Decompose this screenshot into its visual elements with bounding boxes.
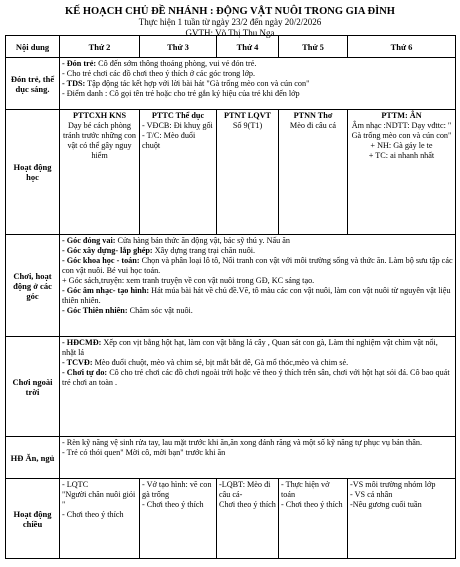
col-header-fri: Thứ 6 — [348, 36, 456, 58]
row-label-learning: Hoạt động học — [6, 110, 60, 235]
content-line-lead: - Góc Thiên nhiên: — [62, 306, 128, 315]
content-line-text: - Trẻ có thói quen" Mời cô, mời bạn" trước khi ăn — [62, 448, 226, 457]
learning-fri — [348, 110, 456, 235]
row-corners — [6, 235, 456, 337]
col-header-mon: Thứ 2 — [60, 36, 140, 58]
content-line — [62, 69, 453, 79]
corners-content — [60, 235, 456, 337]
content-line-text: - Rèn kỹ năng vệ sinh rửa tay, lau mặt trước khi ăn,ăn xong đánh răng và một số kỹ năng tự phục vụ bản thân. — [62, 438, 422, 447]
content-line-lead: - Góc âm nhạc- tạo hình: — [62, 286, 150, 295]
content-line — [62, 338, 453, 358]
content-line-text: Hát múa bài hát về chủ đề.Vẽ, tô màu các con vật nuôi, làm con vật nuôi từ nguyên vật liệu thiên nhiên. — [62, 286, 451, 305]
content-line-text: Chăm sóc vật nuôi. — [127, 306, 193, 315]
row-meal — [6, 437, 456, 479]
learning-mon — [60, 110, 140, 235]
doc-period: Thực hiện 1 tuần từ ngày 23/2 đến ngày 20/2/2026 — [138, 17, 322, 27]
afternoon-thu: - Thực hiện vở toán - Chơi theo ý thích — [279, 479, 348, 559]
col-header-content: Nội dung — [6, 36, 60, 58]
content-line — [62, 246, 453, 256]
learning-thu — [279, 110, 348, 235]
content-line — [62, 306, 453, 316]
row-learning — [6, 110, 456, 235]
learning-tue — [140, 110, 217, 235]
row-label-afternoon: Hoạt động chiều — [6, 479, 60, 559]
col-header-tue: Thứ 3 — [140, 36, 217, 58]
content-line — [62, 448, 453, 458]
content-line-lead: - TDS: — [62, 79, 86, 88]
content-line — [62, 286, 453, 306]
content-line-lead: - Góc xây dựng- lắp ghép: — [62, 246, 153, 255]
learning-mon-body: Dạy bé cách phòng tránh trước những con vật có thể gây nguy hiểm — [63, 121, 136, 160]
content-line-text: + Góc sách,truyện: xem tranh truyện về con vật nuôi trong GĐ, KC sáng tạo. — [62, 276, 315, 285]
afternoon-fri: -VS môi trường nhóm lớp - VS cá nhân -Nêu gương cuối tuần — [348, 479, 456, 559]
welcome-content — [60, 58, 456, 110]
content-line-text: Cửa hàng bán thức ăn động vật, bác sỹ thú y. Nấu ăn — [115, 236, 291, 245]
learning-wed-body: Số 9(T1) — [232, 121, 263, 130]
learning-tue-head: PTTC Thể dục — [151, 111, 205, 120]
content-line-text: Xây dựng trang trại chăn nuôi. — [152, 246, 256, 255]
learning-thu-body: Mèo đi câu cá — [289, 121, 337, 130]
content-line-lead: - Chơi tự do: — [62, 368, 108, 377]
afternoon-wed: -LQBT: Mèo đi câu cá- Chơi theo ý thích — [217, 479, 279, 559]
meal-content — [60, 437, 456, 479]
content-line-lead: - TCVĐ: — [62, 358, 93, 367]
content-line — [62, 79, 453, 89]
content-line-lead: - Đón trẻ: — [62, 59, 97, 68]
learning-thu-head: PTNN Thơ — [293, 111, 333, 120]
learning-mon-head: PTTCXH KNS — [73, 111, 126, 120]
row-outdoor — [6, 337, 456, 437]
outdoor-content — [60, 337, 456, 437]
learning-wed — [217, 110, 279, 235]
content-line-text: - Điểm danh : Cô gọi tên trẻ hoặc cho trẻ gắn ký hiệu của trẻ khi đến lớp — [62, 89, 300, 98]
content-line-lead: - Góc khoa học - toán: — [62, 256, 140, 265]
learning-fri-body: Âm nhạc :NDTT: Dạy vđttc: " Gà trống mèo con và cún con" + NH: Gà gáy le te + TC: ai nhanh nhất — [351, 121, 452, 160]
col-header-wed: Thứ 4 — [217, 36, 279, 58]
content-line-text: - Cho trẻ chơi các đồ chơi theo ý thích ở các góc trong lớp. — [62, 69, 256, 78]
row-label-meal: HĐ Ăn, ngủ — [6, 437, 60, 479]
afternoon-mon: - LQTC "Người chăn nuôi giỏi " - Chơi theo ý thích — [60, 479, 140, 559]
content-line — [62, 236, 453, 246]
content-line — [62, 59, 453, 69]
content-line — [62, 438, 453, 448]
content-line-text: Cô đến sớm thông thoáng phòng, vui vẻ đón trẻ. — [96, 59, 257, 68]
content-line — [62, 89, 453, 99]
plan-table — [5, 35, 456, 559]
content-line-text: Cô cho trẻ chơi các đồ chơi ngoài trời hoặc vẽ theo ý thích trên sân, chơi với hột hạt sỏi đá. Cô bao quát trẻ chơi an toàn . — [62, 368, 450, 387]
content-line-lead: - Góc đóng vai: — [62, 236, 116, 245]
row-welcome — [6, 58, 456, 110]
row-afternoon — [6, 479, 456, 559]
learning-fri-head: PTTM: ÂN — [381, 111, 422, 120]
content-line-text: Tập động tác kết hợp với lời bài hát "Gà trống mèo con và cún con" — [85, 79, 310, 88]
header-row — [6, 36, 456, 58]
row-label-outdoor: Chơi ngoài trời — [6, 337, 60, 437]
learning-tue-body: - VĐCB: Đi khuỵ gối - T/C: Mèo đuổi chuột — [142, 121, 213, 150]
content-line — [62, 256, 453, 276]
content-line — [62, 276, 453, 286]
content-line — [62, 368, 453, 388]
content-line — [62, 358, 453, 368]
content-line-lead: - HĐCMĐ: — [62, 338, 102, 347]
col-header-thu: Thứ 5 — [279, 36, 348, 58]
row-label-corners: Chơi, hoạt động ở các góc — [6, 235, 60, 337]
row-label-welcome: Đón trẻ, thể dục sáng. — [6, 58, 60, 110]
afternoon-tue: - Vở tạo hình: vẽ con gà trống - Chơi theo ý thích — [140, 479, 217, 559]
content-line-text: Xếp con vịt bằng hột hạt, làm con vật bằng lá cây , Quan sát con gà, Làm thí nghiệm vật chìm vật nổi, nhặt lá — [62, 338, 438, 357]
content-line-text: Mèo đuổi chuột, mèo và chim sẻ, bịt mắt bắt dê, Gà mổ thóc,mèo và chim sẻ. — [92, 358, 349, 367]
doc-teacher: GVTH: Võ Thị Thu Nga — [185, 28, 275, 38]
learning-wed-head: PTNT LQVT — [224, 111, 271, 120]
doc-title: KẾ HOẠCH CHỦ ĐỀ NHÁNH : ĐỘNG VẬT NUÔI TRONG GIA ĐÌNH — [65, 6, 395, 17]
content-line-text: Chọn và phân loại lô tô, Nối tranh con vật với môi trường sống và thức ăn. Làm bộ sưu tập các con vật nuôi. Bé vui học toán. — [62, 256, 453, 275]
